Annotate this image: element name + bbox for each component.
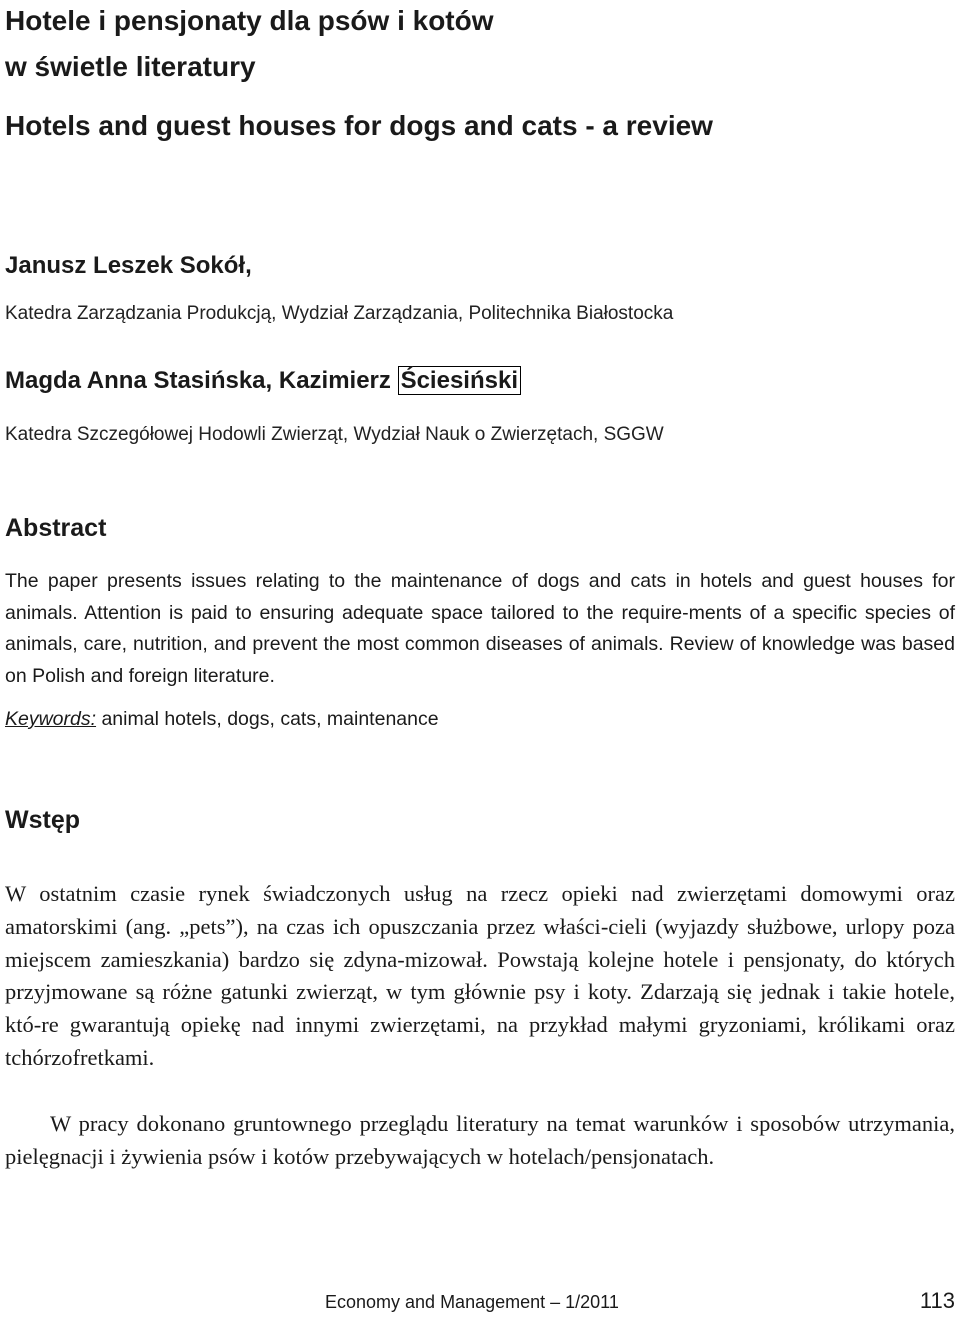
affiliation-1: Katedra Zarządzania Produkcją, Wydział Zarządzania, Politechnika Białostocka xyxy=(5,303,674,324)
author-boxed-name: Ściesiński xyxy=(398,366,521,395)
title-english: Hotels and guest houses for dogs and cats - a review xyxy=(5,110,713,141)
body-paragraph-1: W ostatnim czasie rynek świadczonych usług na rzecz opieki nad zwierzętami domowymi oraz amatorskimi (ang. „pets”), na czas ich opuszczania przez właści-cieli (wyjazdy służbowe, urlopy poza miejscem zamieszkania) bardzo się zdyna-mizował. Powstają kolejne hotele i pensjonaty, do których przyjmowane są różne gatunki zwierząt, w tym głównie psy i koty. Zdarzają się jednak i takie hotele, któ-re gwarantują opiekę nad innymi zwierzętami, na przykład małymi gryzoniami, królikami oraz tchórzofretkami. xyxy=(5,881,955,1070)
body-paragraph-2: W pracy dokonano gruntownego przeglądu literatury na temat warunków i sposobów utrzymania, pielęgnacji i żywienia psów i kotów przebywających w hotelach/pensjonatach. xyxy=(5,1111,955,1169)
abstract-heading: Abstract xyxy=(5,514,107,542)
title-polish xyxy=(5,0,494,92)
keywords-line xyxy=(5,708,439,731)
affiliation-2: Katedra Szczegółowej Hodowli Zwierząt, Wydział Nauk o Zwierzętach, SGGW xyxy=(5,424,664,445)
page-footer xyxy=(0,1288,960,1318)
keywords-label: Keywords: xyxy=(5,708,97,730)
abstract-text: The paper presents issues relating to the maintenance of dogs and cats in hotels and guest houses for animals. Attention is paid to ensuring adequate space tailored to the require-ments of a specific species of animals, care, nutrition, and prevent the most common diseases of animals. Review of knowledge was based on Polish and foreign literature. xyxy=(5,570,955,687)
keywords-text: animal hotels, dogs, cats, maintenance xyxy=(96,708,439,730)
section-heading: Wstęp xyxy=(5,806,80,834)
title-polish-line2: w świetle literatury xyxy=(5,51,256,82)
author-group-2-names: Magda Anna Stasińska, Kazimierz xyxy=(5,367,391,394)
footer-journal: Economy and Management – 1/2011 xyxy=(325,1292,619,1312)
page-number: 113 xyxy=(919,1288,955,1313)
author-group-2 xyxy=(5,367,521,395)
title-polish-line1: Hotele i pensjonaty dla psów i kotów xyxy=(5,5,494,36)
author-group-1: Janusz Leszek Sokół, xyxy=(5,252,252,279)
